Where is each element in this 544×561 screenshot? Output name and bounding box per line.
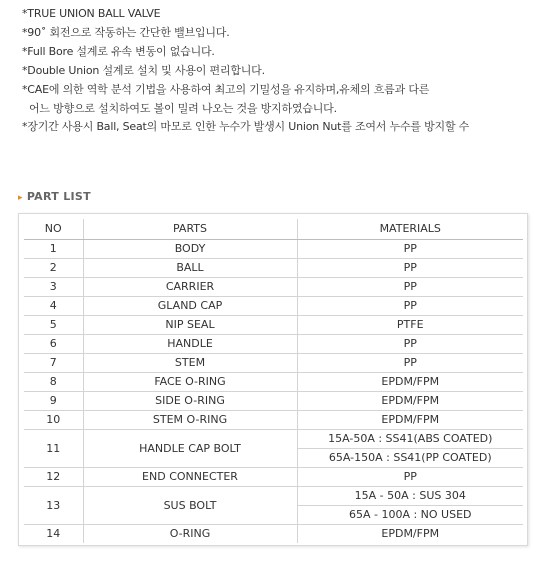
cell-part: BODY (83, 240, 297, 259)
cell-part: STEM (83, 354, 297, 373)
cell-no: 7 (24, 354, 83, 373)
table-row (24, 354, 523, 373)
header-materials: MATERIALS (297, 219, 523, 240)
feature-line: *장기간 사용시 Ball, Seat의 마모로 인한 누수가 발생시 Union Nut를 조여서 누수를 방지할 수 (22, 120, 470, 134)
cell-material: EPDM/FPM (297, 411, 523, 430)
table-row (24, 392, 523, 411)
table-row (24, 430, 523, 449)
cell-part: STEM O-RING (83, 411, 297, 430)
table-row (24, 240, 523, 259)
header-parts: PARTS (83, 219, 297, 240)
table-row (24, 316, 523, 335)
cell-material: PP (297, 297, 523, 316)
feature-line: *Double Union 설계로 설치 및 사용이 편리합니다. (22, 63, 265, 77)
cell-material: PP (297, 335, 523, 354)
cell-part: GLAND CAP (83, 297, 297, 316)
feature-line: *Full Bore 설계로 유속 변동이 없습니다. (22, 44, 215, 58)
cell-no: 9 (24, 392, 83, 411)
part-list-table (24, 219, 523, 543)
cell-material: PP (297, 259, 523, 278)
table-row (24, 278, 523, 297)
part-list-title: PART LIST (26, 190, 91, 203)
table-row (24, 487, 523, 506)
cell-no: 3 (24, 278, 83, 297)
feature-line: *TRUE UNION BALL VALVE (22, 7, 161, 20)
cell-part: SIDE O-RING (83, 392, 297, 411)
cell-no: 12 (24, 468, 83, 487)
table-row (24, 411, 523, 430)
table-row (24, 525, 523, 544)
cell-material: EPDM/FPM (297, 525, 523, 544)
part-list-table-container (18, 213, 528, 546)
cell-part: CARRIER (83, 278, 297, 297)
cell-part: HANDLE (83, 335, 297, 354)
cell-part: BALL (83, 259, 297, 278)
cell-material: PTFE (297, 316, 523, 335)
cell-material: EPDM/FPM (297, 373, 523, 392)
table-row (24, 468, 523, 487)
part-list-heading (18, 190, 91, 203)
cell-part: NIP SEAL (83, 316, 297, 335)
feature-list (22, 5, 537, 137)
feature-line: *CAE에 의한 역학 분석 기법을 사용하여 최고의 기밀성을 유지하며,유체의 흐름과 다른 (22, 82, 430, 96)
cell-material: 15A - 50A : SUS 304 (297, 487, 523, 506)
cell-part: O-RING (83, 525, 297, 544)
cell-material: PP (297, 240, 523, 259)
cell-material: PP (297, 468, 523, 487)
cell-no: 10 (24, 411, 83, 430)
cell-part: END CONNECTER (83, 468, 297, 487)
cell-material: EPDM/FPM (297, 392, 523, 411)
table-row (24, 297, 523, 316)
table-row (24, 259, 523, 278)
cell-no: 8 (24, 373, 83, 392)
chevron-right-icon: ▸ (18, 193, 23, 203)
cell-no: 11 (24, 430, 83, 468)
cell-material: 65A - 100A : NO USED (297, 506, 523, 525)
cell-material: PP (297, 278, 523, 297)
cell-no: 13 (24, 487, 83, 525)
cell-no: 14 (46, 527, 61, 540)
cell-no: 6 (24, 335, 83, 354)
table-row (24, 335, 523, 354)
cell-part: FACE O-RING (83, 373, 297, 392)
table-row (24, 373, 523, 392)
table-header-row (24, 219, 523, 240)
cell-material: PP (297, 354, 523, 373)
feature-line: *90˚ 회전으로 작동하는 간단한 밸브입니다. (22, 25, 230, 39)
cell-part: SUS BOLT (83, 487, 297, 525)
feature-line-continued: 어느 방향으로 설치하여도 볼이 밀려 나오는 것을 방지하였습니다. (29, 101, 337, 115)
cell-no: 4 (24, 297, 83, 316)
cell-no: 5 (24, 316, 83, 335)
cell-material: 15A-50A : SS41(ABS COATED) (297, 430, 523, 449)
cell-part: HANDLE CAP BOLT (83, 430, 297, 468)
cell-no: 1 (24, 240, 83, 259)
header-no: NO (24, 219, 83, 240)
cell-material: 65A-150A : SS41(PP COATED) (297, 449, 523, 468)
cell-no: 2 (24, 259, 83, 278)
